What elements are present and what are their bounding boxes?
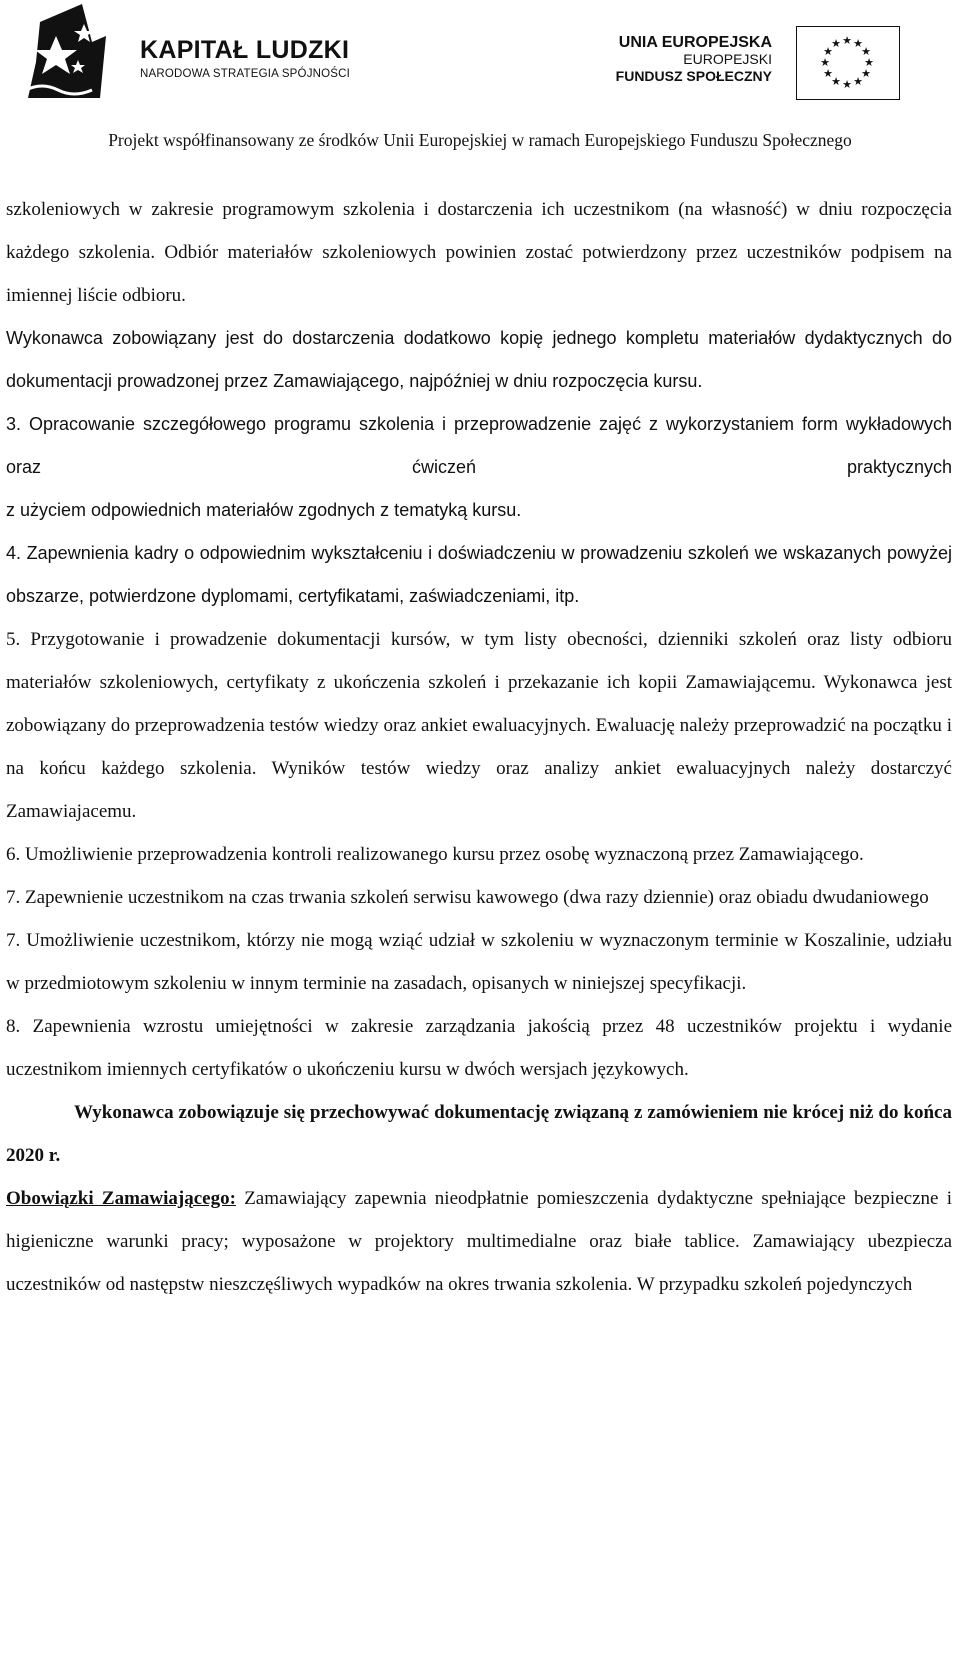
eu-logo — [600, 26, 900, 106]
svg-text:★: ★ — [842, 78, 852, 91]
svg-text:★: ★ — [853, 75, 863, 88]
page-header — [0, 0, 960, 150]
svg-text:★: ★ — [820, 56, 830, 69]
svg-text:★: ★ — [823, 67, 833, 80]
svg-text:★: ★ — [823, 45, 833, 58]
paragraph-item-5: 5. Przygotowanie i prowadzenie dokumentacji kursów, w tym listy obecności, dzienniki szkoleń oraz listy odbioru materiałów szkoleniowych, certyfikaty z ukończenia szkoleń i przekazanie ich kopii Zamawiającemu. Wykonawca jest zobowiązany do przeprowadzenia testów wiedzy oraz ankiet ewaluacyjnych. Ewaluację należy przeprowadzić na początku i na końcu każdego szkolenia. Wyników testów wiedzy oraz analizy ankiet ewaluacyjnych należy dostarczyć Zamawiajacemu. — [6, 629, 952, 822]
kapital-ludzki-subtitle: NARODOWA STRATEGIA SPÓJNOŚCI — [140, 68, 351, 80]
svg-text:★: ★ — [831, 75, 841, 88]
eu-logo-text — [616, 34, 772, 85]
svg-text:★: ★ — [842, 34, 852, 47]
paragraph-item-7b: 7. Umożliwienie uczestnikom, którzy nie mogą wziąć udział w szkoleniu w wyznaczonym terminie w Koszalinie, udziału w przedmiotowym szkoleniu w innym terminie na zasadach, opisanych w niniejszej specyfikacji. — [6, 930, 952, 994]
eu-flag-icon — [796, 26, 900, 100]
svg-text:★: ★ — [864, 56, 874, 69]
client-obligations-label: Obowiązki Zamawiającego: — [6, 1188, 236, 1209]
kapital-ludzki-logo — [22, 2, 382, 106]
project-cofinancing-line: Projekt współfinansowany ze środków Unii Europejskiej w ramach Europejskiego Funduszu Społecznego — [108, 130, 852, 150]
paragraph-item-4: 4. Zapewnienia kadry o odpowiednim wykształceniu i doświadczeniu w prowadzeniu szkoleń we wskazanych powyżej obszarze, potwierdzone dyplomami, certyfikatami, zaświadczeniami, itp. — [6, 543, 952, 606]
paragraph-item-7a: 7. Zapewnienie uczestnikom na czas trwania szkoleń serwisu kawowego (dwa razy dziennie) oraz obiadu dwudaniowego — [6, 887, 929, 908]
client-obligations-text: Zamawiający zapewnia nieodpłatnie pomieszczenia dydaktyczne spełniające bezpieczne i higieniczne warunki pracy; wyposażone w projektory multimedialne oraz białe tablice. Zamawiający ubezpiecza uczestników od następstw nieszczęśliwych wypadków na okres trwania szkolenia. W przypadku szkoleń pojedynczych — [6, 1188, 952, 1295]
paragraph-client-obligations — [6, 1177, 952, 1306]
document-body — [6, 188, 952, 1306]
paragraph-materials: szkoleniowych w zakresie programowym szkolenia i dostarczenia ich uczestnikom (na własność) w dniu rozpoczęcia każdego szkolenia. Odbiór materiałów szkoleniowych powinien zostać potwierdzony przez uczestników podpisem na imiennej liście odbioru. — [6, 199, 952, 306]
eu-line-2: EUROPEJSKI — [683, 51, 772, 67]
paragraph-retention: Wykonawca zobowiązuje się przechowywać dokumentację związaną z zamówieniem nie krócej niż do końca 2020 r. — [6, 1102, 952, 1166]
eu-line-1: UNIA EUROPEJSKA — [618, 34, 772, 51]
kapital-ludzki-title: KAPITAŁ LUDZKI — [140, 36, 350, 64]
paragraph-copy-obligation: Wykonawca zobowiązany jest do dostarczenia dodatkowo kopię jednego kompletu materiałów dydaktycznych do dokumentacji prowadzonej przez Zamawiającego, najpóźniej w dniu rozpoczęcia kursu. — [6, 328, 952, 391]
paragraph-item-8: 8. Zapewnienia wzrostu umiejętności w zakresie zarządzania jakością przez 48 uczestników projektu i wydanie uczestnikom imiennych certyfikatów o ukończeniu kursu w dwóch wersjach językowych. — [6, 1016, 952, 1080]
svg-text:★: ★ — [861, 67, 871, 80]
kapital-ludzki-emblem-icon — [22, 2, 118, 106]
paragraph-item-3: 3. Opracowanie szczegółowego programu szkolenia i przeprowadzenie zajęć z wykorzystaniem form wykładowych oraz ćwiczeń praktycznych — [6, 414, 952, 477]
eu-stars-icon — [797, 27, 898, 98]
eu-line-3: FUNDUSZ SPOŁECZNY — [615, 68, 772, 84]
svg-text:★: ★ — [831, 37, 841, 50]
svg-text:★: ★ — [853, 37, 863, 50]
paragraph-item-6: 6. Umożliwienie przeprowadzenia kontroli realizowanego kursu przez osobę wyznaczoną przez Zamawiającego. — [6, 844, 864, 865]
svg-text:★: ★ — [861, 45, 871, 58]
paragraph-item-3-continued: z użyciem odpowiednich materiałów zgodnych z tematyką kursu. — [6, 500, 522, 520]
